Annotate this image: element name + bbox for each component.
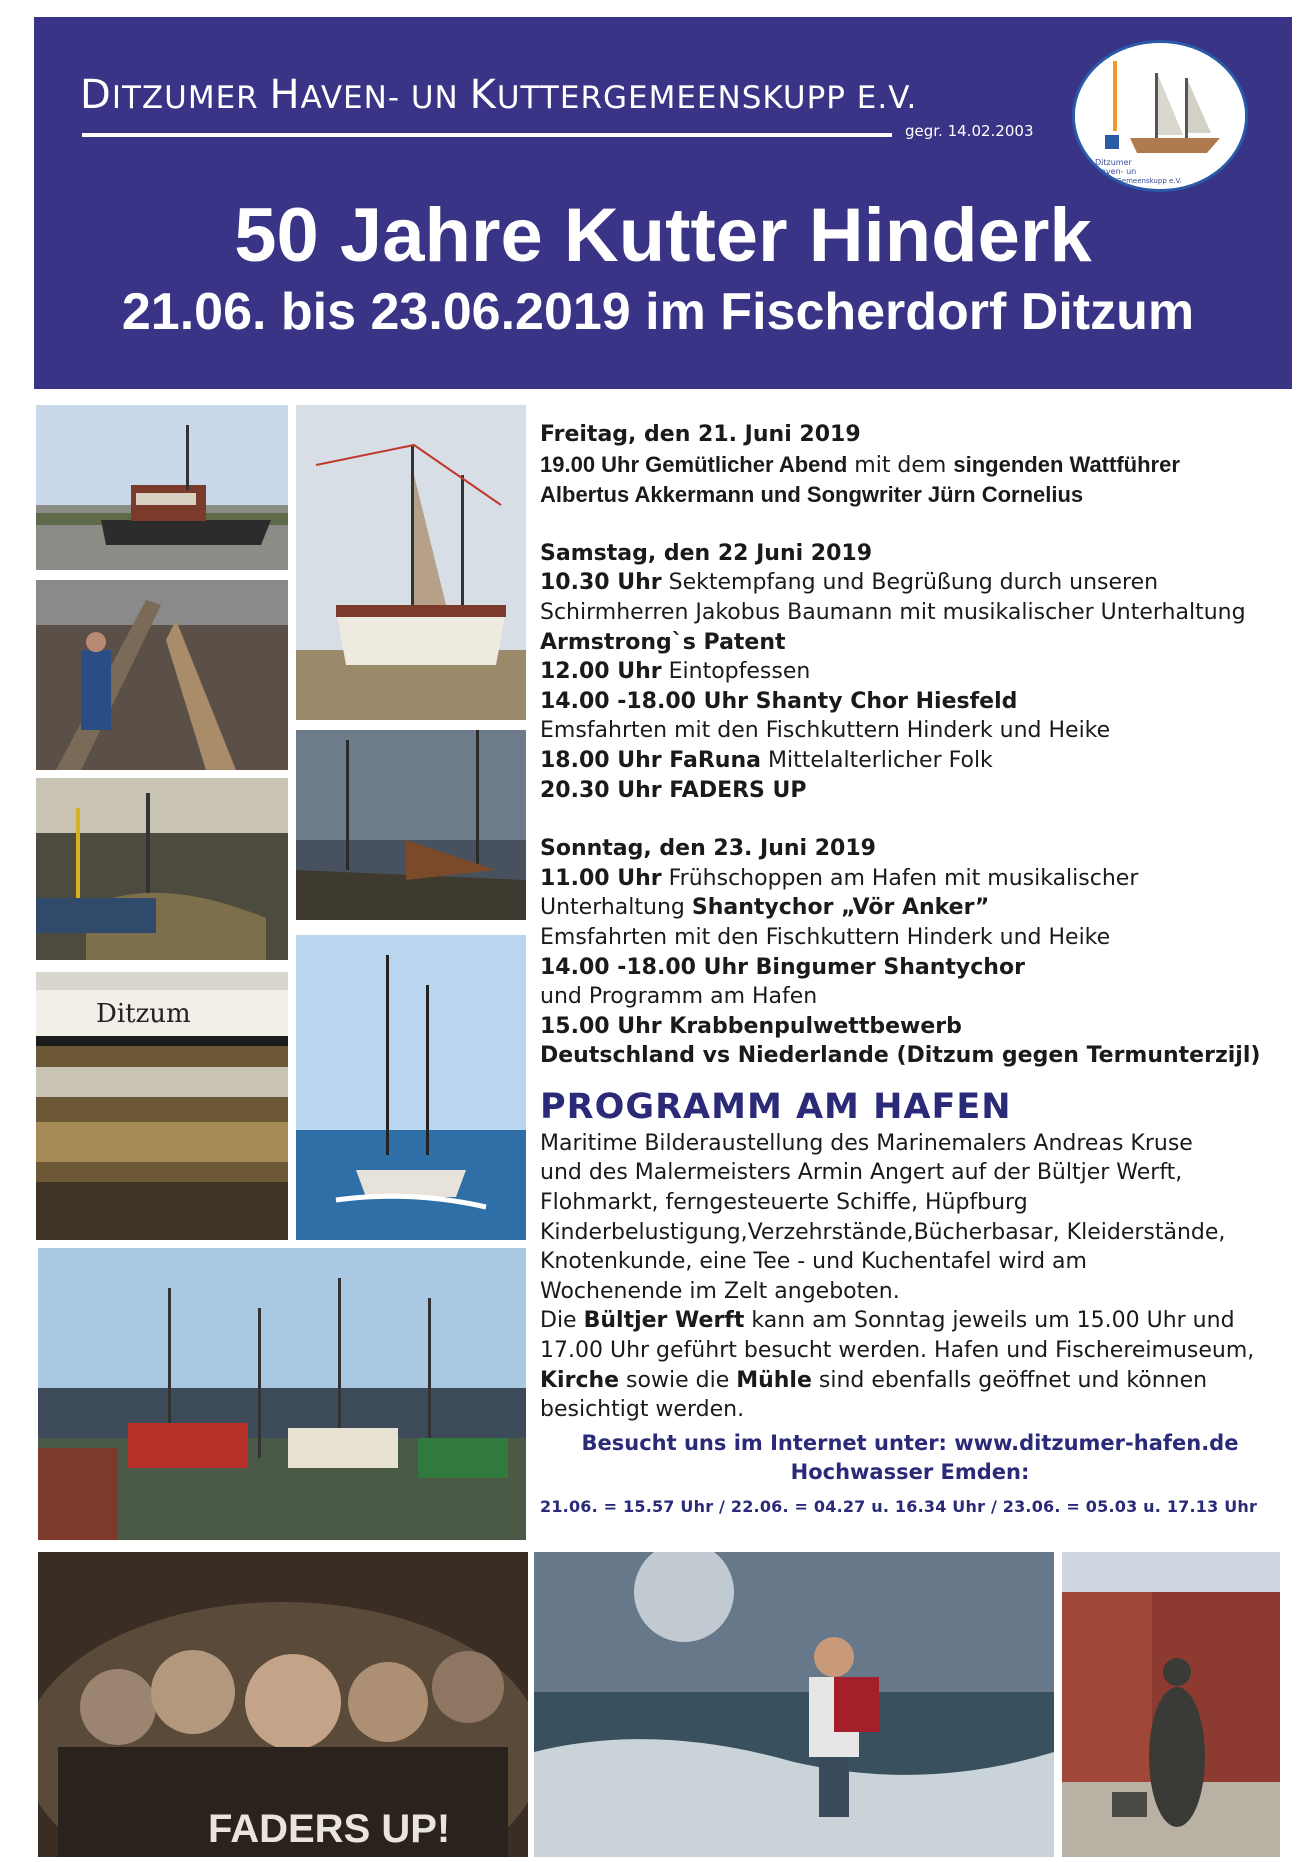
page-title: 50 Jahre Kutter Hinderk (234, 193, 1092, 278)
photo-shipyard-work (36, 580, 288, 770)
photo-faders-up-band (38, 1552, 528, 1857)
page-subtitle: 21.06. bis 23.06.2019 im Fischerdorf Ditzum (121, 283, 1195, 341)
band-logo-text: FADERS UP! (208, 1807, 451, 1851)
sunday-line-6: 15.00 Uhr Krabbenpulwettbewerb (540, 1013, 962, 1039)
org-logo (1072, 40, 1248, 192)
harbour-line-1: Maritime Bilderaustellung des Marinemalers Andreas Kruse (540, 1130, 1193, 1156)
header-rule (82, 133, 892, 137)
photo-harbour-nets (36, 778, 288, 960)
saturday-line-8: 20.30 Uhr FADERS UP (540, 777, 807, 803)
harbour-line-9: Kirche sowie die Mühle sind ebenfalls geöffnet und können (540, 1367, 1208, 1393)
photo-heike-at-sea (296, 935, 526, 1240)
tide-times: 21.06. = 15.57 Uhr / 22.06. = 04.27 u. 16.34 Uhr / 23.06. = 05.03 u. 17.13 Uhr (540, 1497, 1258, 1516)
friday-heading: Freitag, den 21. Juni 2019 (540, 422, 861, 447)
saturday-line-2: Schirmherren Jakobus Baumann mit musikalischer Unterhaltung (540, 599, 1246, 625)
harbour-line-3: Flohmarkt, ferngesteuerte Schiffe, Hüpfburg (540, 1190, 1028, 1216)
photo-old-sailboats (296, 730, 526, 920)
sunday-line-4: 14.00 -18.00 Uhr Bingumer Shantychor (540, 954, 1025, 980)
photo-hinderk-sailing (296, 405, 526, 720)
photo-ditzum-reflection (36, 972, 288, 1240)
saturday-line-3: Armstrong`s Patent (540, 629, 786, 655)
sunday-line-3: Emsfahrten mit den Fischkuttern Hinderk und Heike (540, 924, 1111, 950)
saturday-heading: Samstag, den 22 Juni 2019 (540, 540, 873, 566)
event-program (540, 420, 1280, 1522)
harbour-line-6: Wochenende im Zelt angeboten. (540, 1278, 900, 1304)
harbour-line-5: Knotenkunde, eine Tee - und Kuchentafel wird am (540, 1249, 1087, 1275)
saturday-line-4: 12.00 Uhr Eintopfessen (540, 659, 811, 685)
friday-line-2: Albertus Akkermann und Songwriter Jürn Cornelius (540, 482, 1084, 508)
photo-accordion-player (534, 1552, 1054, 1857)
photo-statue-museum (1062, 1552, 1280, 1857)
boat-name-sign: Ditzum (96, 999, 191, 1029)
photo-hinderk-cutter (36, 405, 288, 570)
sunday-line-2: Unterhaltung Shantychor „Vör Anker” (540, 895, 990, 921)
sunday-line-1: 11.00 Uhr Frühschoppen am Hafen mit musikalischer (540, 865, 1139, 891)
harbour-line-4: Kinderbelustigung,Verzehrstände,Bücherbasar, Kleiderstände, (540, 1219, 1226, 1245)
logo-text-3: KutterGemeenskupp e.V. (1095, 177, 1182, 185)
harbour-line-10: besichtigt werden. (540, 1397, 745, 1423)
sunday-heading: Sonntag, den 23. Juni 2019 (540, 836, 876, 862)
tide-heading: Hochwasser Emden: (790, 1460, 1030, 1485)
logo-text-2: Haven- un (1095, 167, 1137, 176)
organization-name: DITZUMER HAVEN- UN KUTTERGEMEENSKUPP E.V. (80, 72, 918, 118)
friday-line-1: 19.00 Uhr Gemütlicher Abend mit dem singenden Wattführer (540, 451, 1180, 478)
photo-harbour-panorama (38, 1248, 526, 1540)
website-link[interactable]: Besucht uns im Internet unter: www.ditzumer-hafen.de (581, 1430, 1239, 1455)
founded-date: gegr. 14.02.2003 (905, 122, 1034, 140)
harbour-program-heading: PROGRAMM AM HAFEN (540, 1086, 1012, 1127)
sunday-line-5: und Programm am Hafen (540, 984, 818, 1010)
saturday-line-1: 10.30 Uhr Sektempfang und Begrüßung durch unseren (540, 570, 1159, 596)
harbour-line-2: und des Malermeisters Armin Angert auf der Bültjer Werft, (540, 1160, 1183, 1186)
sunday-line-7: Deutschland vs Niederlande (Ditzum gegen Termunterzijl) (540, 1043, 1261, 1069)
logo-text-1: Ditzumer (1095, 158, 1132, 167)
harbour-line-8: 17.00 Uhr geführt besucht werden. Hafen und Fischereimuseum, (540, 1338, 1255, 1364)
saturday-line-6: Emsfahrten mit den Fischkuttern Hinderk und Heike (540, 718, 1111, 744)
saturday-line-7: 18.00 Uhr FaRuna Mittelalterlicher Folk (540, 747, 993, 773)
saturday-line-5: 14.00 -18.00 Uhr Shanty Chor Hiesfeld (540, 688, 1018, 714)
harbour-line-7: Die Bültjer Werft kann am Sonntag jeweils um 15.00 Uhr und (540, 1308, 1235, 1334)
